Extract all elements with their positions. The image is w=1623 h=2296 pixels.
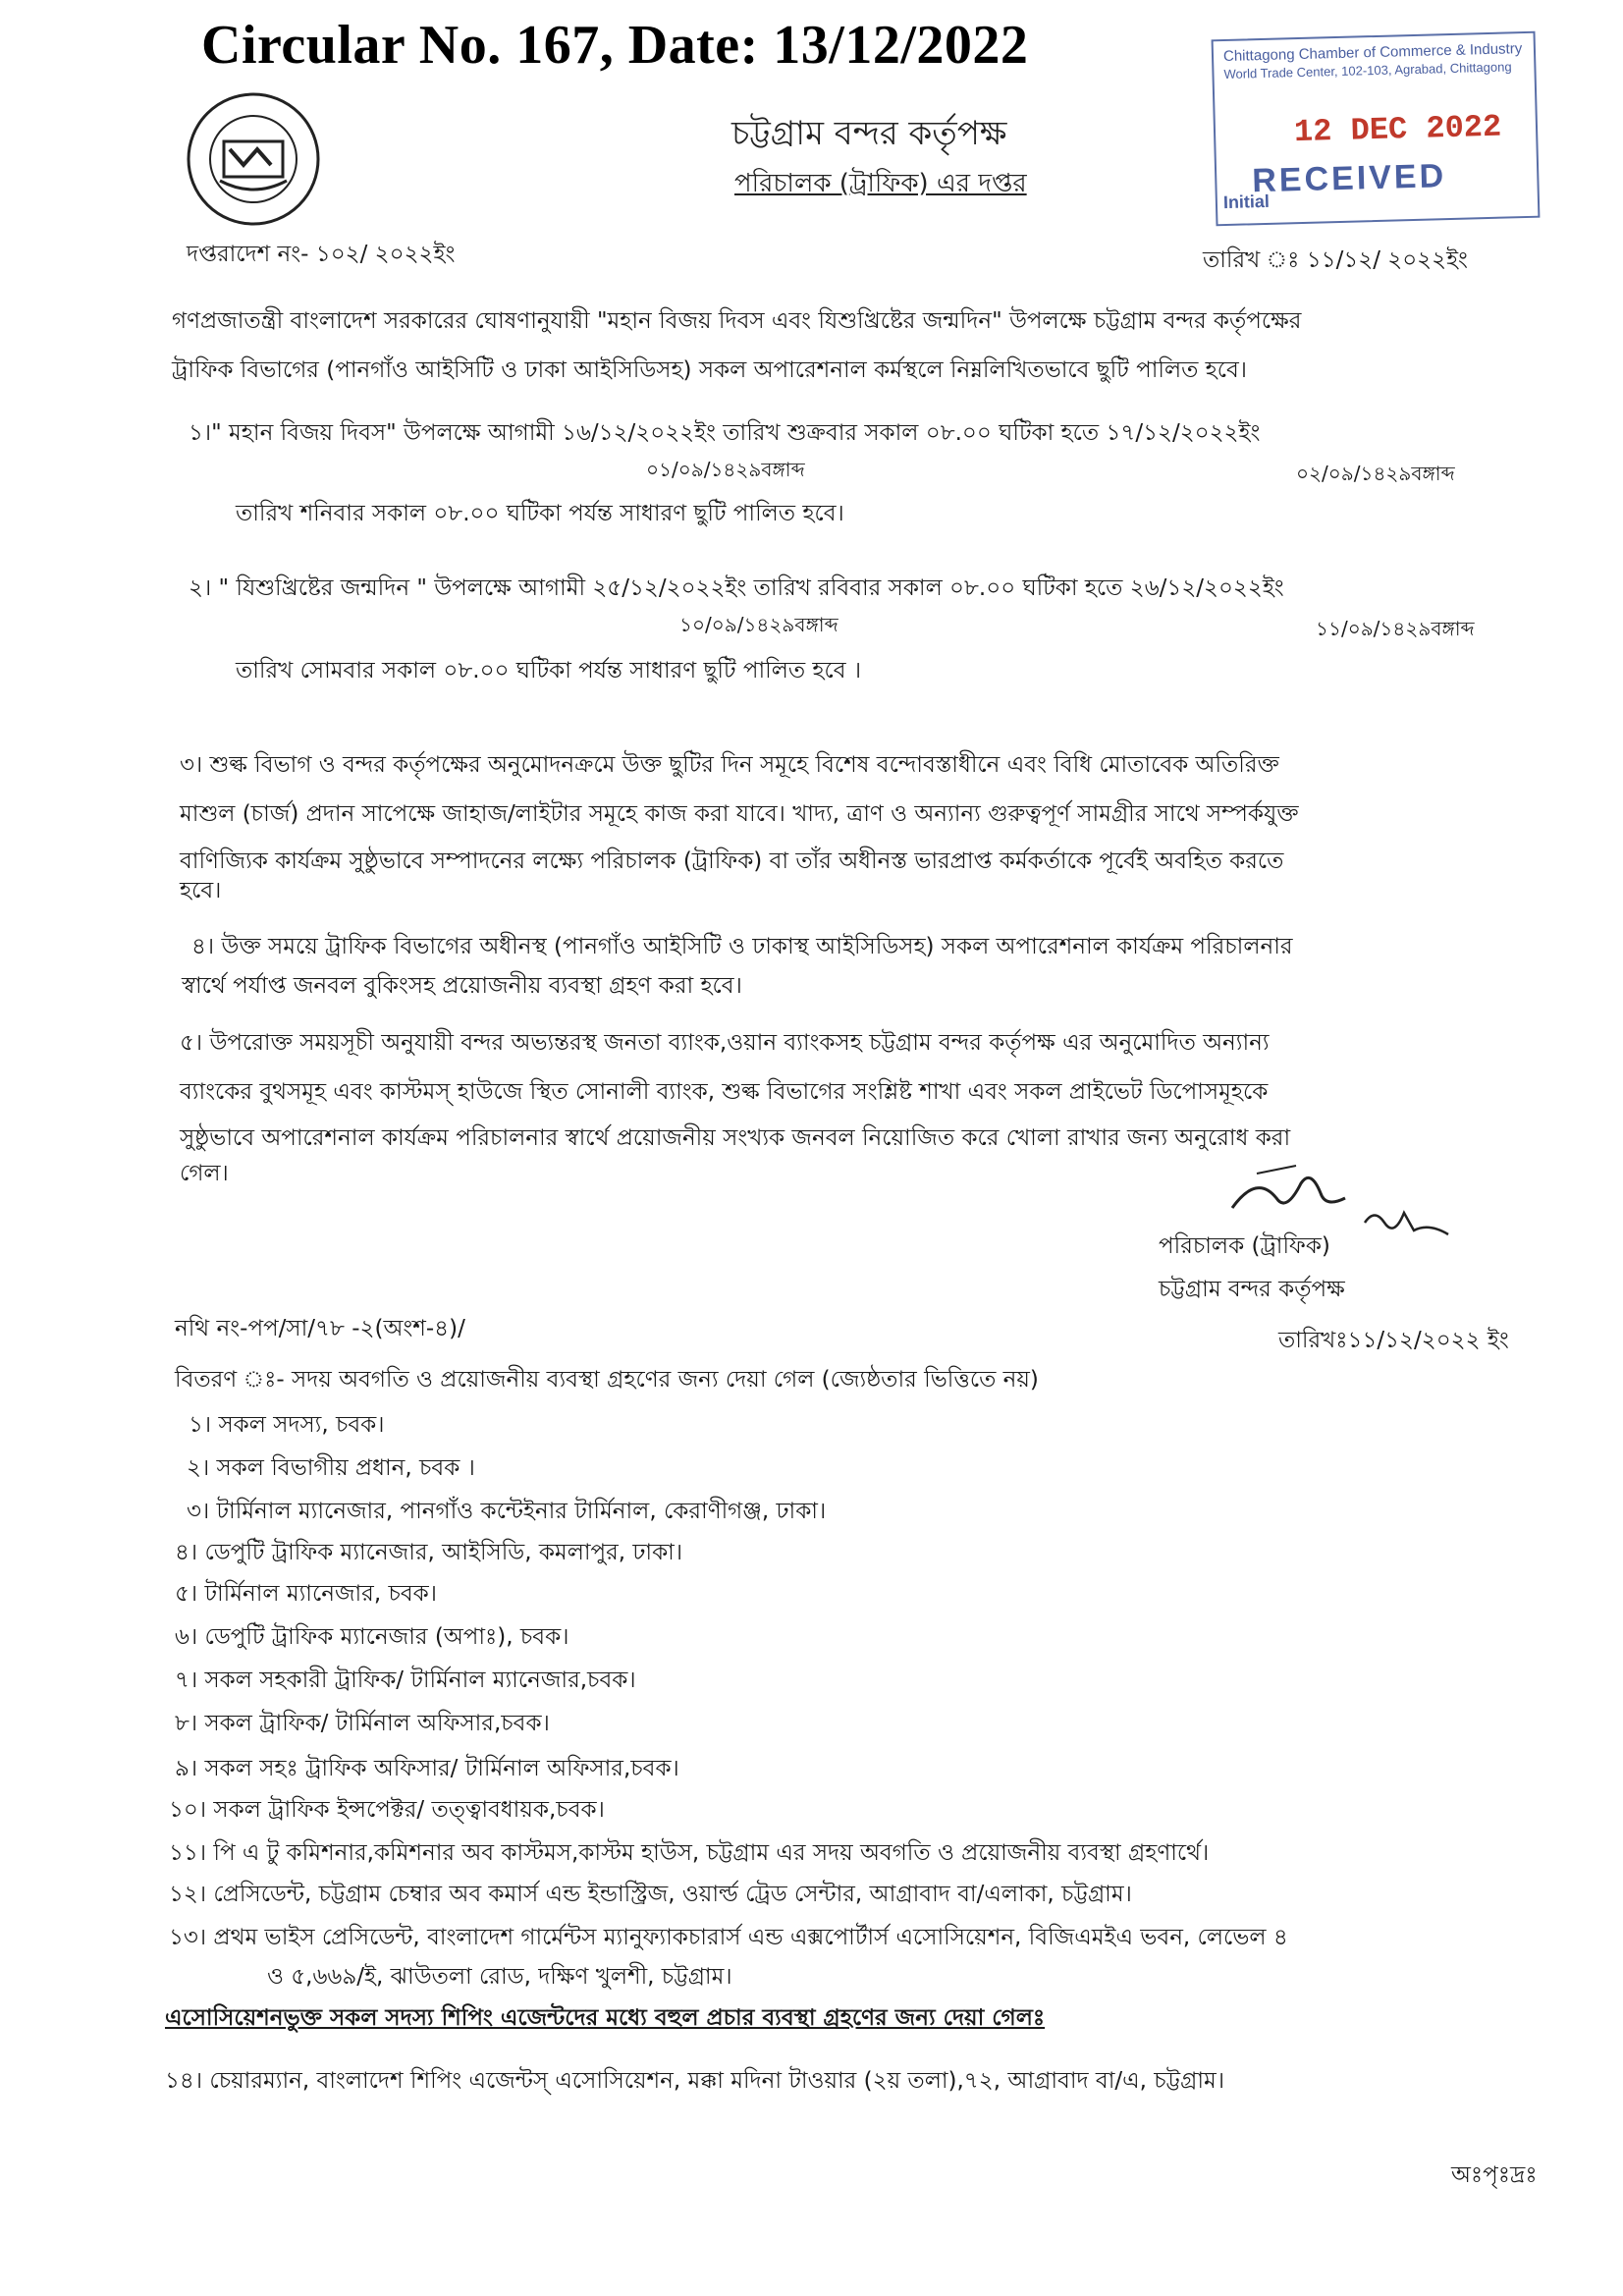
distribution-item: ১৪। চেয়ারম্যান, বাংলাদেশ শিপিং এজেন্টস্ এসোসিয়েশন, মক্কা মদিনা টাওয়ার (২য় তলা),৭২, আগ্রাবাদ বা/এ, চট্টগ্রাম। bbox=[165, 2068, 1225, 2094]
stamp-date: 12 DEC 2022 bbox=[1293, 108, 1502, 151]
signatory-organization: চট্টগ্রাম বন্দর কর্তৃপক্ষ bbox=[1159, 1277, 1345, 1302]
distribution-item: ৬। ডেপুটি ট্রাফিক ম্যানেজার (অপাঃ), চবক। bbox=[175, 1624, 569, 1650]
item4-line-2: স্বার্থে পর্যাপ্ত জনবল বুকিংসহ প্রয়োজনীয় ব্যবস্থা গ্রহণ করা হবে। bbox=[182, 973, 742, 999]
item2-line1: ২। " যিশুখ্রিষ্টের জন্মদিন " উপলক্ষে আগামী ২৫/১২/২০২২ইং তারিখ রবিবার সকাল ০৮.০০ ঘটিকা হতে ২৬/১২/২০২২ইং bbox=[189, 575, 1284, 601]
item1-bangla-date-1: ০১/০৯/১৪২৯বঙ্গাব্দ bbox=[646, 458, 805, 481]
distribution-item: ৯। সকল সহঃ ট্রাফিক অফিসার/ টার্মিনাল অফিসার,চবক। bbox=[175, 1756, 679, 1781]
distribution-item: ৫। টার্মিনাল ম্যানেজার, চবক। bbox=[175, 1581, 437, 1607]
circular-number: Circular No. 167, Date: 13/12/2022 bbox=[201, 15, 1029, 76]
item5-line-4: গেল। bbox=[180, 1161, 229, 1186]
distribution-item: ১১। পি এ টু কমিশনার,কমিশনার অব কাস্টমস,কাস্টম হাউস, চট্টগ্রাম এর সদয় অবগতি ও প্রয়োজনীয় ব্যবস্থা গ্রহণার্থে। bbox=[169, 1840, 1210, 1866]
item3-line-4: হবে। bbox=[180, 878, 222, 903]
order-number: দপ্তরাদেশ নং- ১০২/ ২০২২ইং bbox=[187, 242, 456, 267]
stamp-address: World Trade Center, 102-103, Agrabad, Chittagong bbox=[1223, 59, 1512, 82]
file-number: নথি নং-পপ/সা/৭৮ -২(অংশ-৪)/ bbox=[175, 1316, 465, 1341]
item3-line-1: ৩। শুল্ক বিভাগ ও বন্দর কর্তৃপক্ষের অনুমোদনক্রমে উক্ত ছুটির দিন সমূহে বিশেষ বন্দোবস্তাধীনে এবং বিধি মোতাবেক অতিরিক্ত bbox=[180, 752, 1279, 778]
item1-line2: তারিখ শনিবার সকাল ০৮.০০ ঘটিকা পর্যন্ত সাধারণ ছুটি পালিত হবে। bbox=[236, 501, 844, 526]
distribution-item: ২। সকল বিভাগীয় প্রধান, চবক । bbox=[187, 1455, 475, 1481]
item5-line-3: সুষ্ঠুভাবে অপারেশনাল কার্যক্রম পরিচালনার স্বার্থে প্রয়োজনীয় সংখ্যক জনবল নিয়োজিত করে খোলা রাখার জন্য অনুরোধ করা bbox=[180, 1125, 1291, 1151]
distribution-item: ৩। টার্মিনাল ম্যানেজার, পানগাঁও কন্টেইনার টার্মিনাল, কেরাণীগঞ্জ, ঢাকা। bbox=[187, 1499, 827, 1524]
item3-line-3: বাণিজ্যিক কার্যক্রম সুষ্ঠুভাবে সম্পাদনের লক্ষ্যে পরিচালক (ট্রাফিক) বা তাঁর অধীনস্ত ভারপ্রাপ্ত কর্মকর্তাকে পূর্বেই অবহিত করতে bbox=[180, 848, 1284, 874]
intro-line-1: গণপ্রজাতন্ত্রী বাংলাদেশ সরকারের ঘোষণানুযায়ী "মহান বিজয় দিবস এবং যিশুখ্রিষ্টের জন্মদিন" উপলক্ষে চট্টগ্রাম বন্দর কর্তৃপক্ষের bbox=[172, 308, 1302, 334]
distribution-item: ১২। প্রেসিডেন্ট, চট্টগ্রাম চেম্বার অব কমার্স এন্ড ইন্ডাস্ট্রিজ, ওয়ার্ল্ড ট্রেড সেন্টার, আগ্রাবাদ বা/এলাকা, চট্টগ্রাম। bbox=[169, 1882, 1132, 1907]
office-name: পরিচালক (ট্রাফিক) এর দপ্তর bbox=[734, 169, 1027, 198]
signatory-title: পরিচালক (ট্রাফিক) bbox=[1159, 1233, 1330, 1259]
item1-bangla-date-2: ০২/০৯/১৪২৯বঙ্গাব্দ bbox=[1296, 462, 1455, 485]
association-note: এসোসিয়েশনভুক্ত সকল সদস্য শিপিং এজেন্টদের মধ্যে বহুল প্রচার ব্যবস্থা গ্রহণের জন্য দেয়া গেলঃ bbox=[165, 2005, 1046, 2031]
item5-line-1: ৫। উপরোক্ত সময়সূচী অনুযায়ী বন্দর অভ্যন্তরস্থ জনতা ব্যাংক,ওয়ান ব্যাংকসহ চট্টগ্রাম বন্দর কর্তৃপক্ষ এর অনুমোদিত অন্যান্য bbox=[180, 1030, 1270, 1056]
item2-line2: তারিখ সোমবার সকাল ০৮.০০ ঘটিকা পর্যন্ত সাধারণ ছুটি পালিত হবে । bbox=[236, 658, 862, 683]
distribution-heading: বিতরণ ঃ- সদয় অবগতি ও প্রয়োজনীয় ব্যবস্থা গ্রহণের জন্য দেয়া গেল (জ্যেষ্ঠতার ভিত্তিতে নয়) bbox=[175, 1367, 1039, 1393]
distribution-item-continuation: ও ৫,৬৬৯/ই, ঝাউতলা রোড, দক্ষিণ খুলশী, চট্টগ্রাম। bbox=[267, 1964, 732, 1990]
organization-name: চট্টগ্রাম বন্দর কর্তৃপক্ষ bbox=[731, 114, 1007, 153]
distribution-item: ৮। সকল ট্রাফিক/ টার্মিনাল অফিসার,চবক। bbox=[175, 1711, 550, 1736]
intro-line-2: ট্রাফিক বিভাগের (পানগাঁও আইসিটি ও ঢাকা আইসিডিসহ) সকল অপারেশনাল কর্মস্থলে নিম্নলিখিতভাবে ছুটি পালিত হবে। bbox=[172, 357, 1248, 383]
item5-line-2: ব্যাংকের বুথসমূহ এবং কাস্টমস্ হাউজে স্থিত সোনালী ব্যাংক, শুল্ক বিভাগের সংশ্লিষ্ট শাখা এবং সকল প্রাইভেট ডিপোসমূহকে bbox=[180, 1079, 1269, 1105]
stamp-initial: Initial bbox=[1222, 191, 1271, 213]
stamp-chamber-name: Chittagong Chamber of Commerce & Industry bbox=[1222, 40, 1523, 66]
distribution-item: ৭। সকল সহকারী ট্রাফিক/ টার্মিনাল ম্যানেজার,চবক। bbox=[175, 1667, 636, 1693]
distribution-date: তারিখঃ১১/১২/২০২২ ইং bbox=[1278, 1328, 1509, 1353]
distribution-item: ১৩। প্রথম ভাইস প্রেসিডেন্ট, বাংলাদেশ গার্মেন্টস ম্যানুফ্যাকচারার্স এন্ড এক্সপোর্টার্স এসোসিয়েশন, বিজিএমইএ ভবন, লেভেল ৪ bbox=[169, 1925, 1288, 1950]
item2-bangla-date-1: ১০/০৯/১৪২৯বঙ্গাব্দ bbox=[679, 613, 839, 636]
stamp-status: RECEIVED bbox=[1251, 157, 1447, 200]
port-authority-logo-icon bbox=[185, 90, 322, 228]
order-date: তারিখ ঃ ১১/১২/ ২০২২ইং bbox=[1203, 247, 1468, 273]
item3-line-2: মাশুল (চার্জ) প্রদান সাপেক্ষে জাহাজ/লাইটার সমূহে কাজ করা যাবে। খাদ্য, ত্রাণ ও অন্যান্য গুরুত্বপূর্ণ সামগ্রীর সাথে সম্পর্কযুক্ত bbox=[180, 801, 1299, 827]
item4-line-1: ৪। উক্ত সময়ে ট্রাফিক বিভাগের অধীনস্থ (পানগাঁও আইসিটি ও ঢাকাস্থ আইসিডিসহ) সকল অপারেশনাল কার্যক্রম পরিচালনার bbox=[191, 934, 1293, 959]
distribution-item: ১০। সকল ট্রাফিক ইন্সপেক্টর/ তত্ত্বাবধায়ক,চবক। bbox=[169, 1797, 605, 1823]
item2-bangla-date-2: ১১/০৯/১৪২৯বঙ্গাব্দ bbox=[1316, 617, 1475, 640]
distribution-item: ৪। ডেপুটি ট্রাফিক ম্যানেজার, আইসিডি, কমলাপুর, ঢাকা। bbox=[175, 1540, 683, 1565]
distribution-item: ১। সকল সদস্য, চবক। bbox=[189, 1412, 385, 1438]
item1-line1: ১।" মহান বিজয় দিবস" উপলক্ষে আগামী ১৬/১২/২০২২ইং তারিখ শুক্রবার সকাল ০৮.০০ ঘটিকা হতে ১৭/১২/২০২২ইং bbox=[189, 420, 1261, 446]
page-continuation: অঃপৃঃদ্রঃ bbox=[1451, 2162, 1538, 2188]
received-stamp bbox=[1212, 31, 1541, 227]
